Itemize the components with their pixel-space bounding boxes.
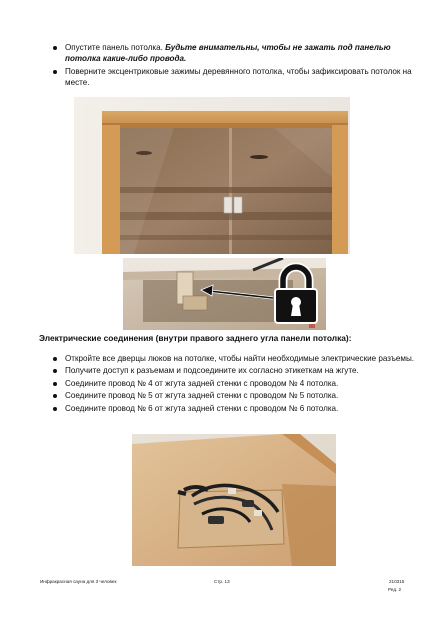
footer-product-name: Инфракрасная сауна для 3 человек [40,579,117,584]
list-item [51,66,423,89]
step-text: Опустите панель потолка. [65,43,166,52]
bullet-icon [53,407,57,411]
footer-doc-code: 210315 [389,579,405,584]
step-warning-text: Будьте внимательны, чтобы не зажать под панелью потолка какие-либо провода. [65,43,391,64]
sauna-ceiling-photo [74,97,350,254]
bullet-icon [53,70,57,74]
list-item [51,42,423,65]
ceiling-wiring-photo [132,434,336,566]
step-text: Соедините провод № 4 от жгута задней стенки с проводом № 4 потолка. [65,378,339,388]
bullet-icon [53,382,57,386]
list-item [51,365,423,376]
ceiling-clamp-closeup-photo [123,258,326,330]
list-item [51,390,423,401]
list-item [51,353,423,364]
list-item [51,378,423,389]
lock-icon [273,262,319,326]
list-item [51,403,423,414]
step-text: Поверните эксцентриковые зажимы деревянного потолка, чтобы зафиксировать потолок на месте. [65,66,412,88]
footer-page-number: Стр. 13 [214,579,230,584]
step-text: Соедините провод № 6 от жгута задней стенки с проводом № 6 потолка. [65,403,339,413]
step-text: Получите доступ к разъемам и подсоедините их согласно этикеткам на жгуте. [65,366,359,376]
bullet-icon [53,357,57,361]
step-text: Соедините провод № 5 от жгута задней стенки с проводом № 5 потолка. [65,391,339,401]
footer-revision: Ред. 2 [388,587,402,592]
step-text: Откройте все дверцы люков на потолке, чтобы найти необходимые электрические разъемы. [65,354,415,363]
electrical-steps [51,353,423,415]
bullet-icon [53,46,57,50]
ceiling-install-steps [51,42,423,90]
bullet-icon [53,394,57,398]
section-heading: Электрические соединения (внутри правого заднего угла панели потолка): [39,333,352,343]
bullet-icon [53,369,57,373]
